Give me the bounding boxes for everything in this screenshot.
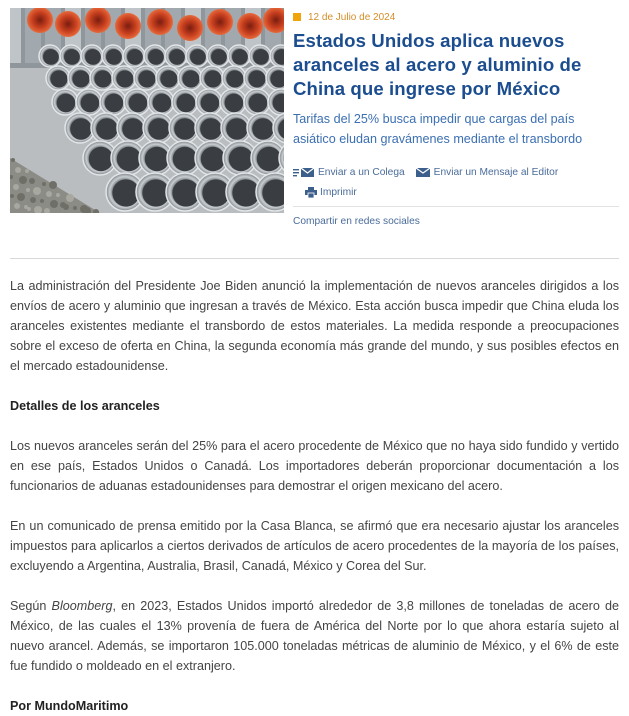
article-date: 12 de Julio de 2024	[308, 11, 396, 23]
print-label: Imprimir	[320, 187, 357, 198]
header-separator	[10, 258, 619, 259]
paragraph: La administración del Presidente Joe Biden anunció la implementación de nuevos aranceles dirigidos a los envíos de acero y aluminio que ingresan a través de México. Esta acción busca impedir que China eluda los aranceles existentes mediante el transbordo de estos materiales. La medida responde a preocupaciones sobre el exceso de oferta en China, la segunda economía más grande del mundo, y sus posibles efectos en el mercado estadounidense.	[10, 279, 619, 373]
paragraph: Los nuevos aranceles serán del 25% para el acero procedente de México que no haya sido fundido y vertido en ese país, Estados Unidos o Canadá. Los importadores deberán proporcionar documentación a los funcionarios de aduanas estadounidenses para demostrar el origen mexicano del acero.	[10, 439, 619, 493]
paragraph: En un comunicado de prensa emitido por la Casa Blanca, se afirmó que era necesario ajustar los aranceles impuestos para aplicarlos a ciertos derivados de artículos de acero procedentes de la mayoría de los países, excluyendo a Argentina, Australia, Brasil, Canadá, México y Corea del Sur.	[10, 519, 619, 573]
source-name: Bloomberg	[51, 599, 113, 613]
article-image	[10, 8, 284, 213]
paragraph	[10, 596, 619, 676]
envelope-icon	[415, 167, 431, 178]
print-link[interactable]	[305, 187, 357, 198]
send-to-colleague-link[interactable]	[293, 167, 405, 178]
text-span: Según	[10, 599, 52, 613]
send-to-editor-link[interactable]	[415, 167, 559, 178]
send-colleague-label: Enviar a un Colega	[318, 167, 405, 178]
send-editor-label: Enviar un Mensaje al Editor	[433, 167, 559, 178]
date-marker-icon	[293, 13, 301, 21]
byline: Por MundoMaritimo	[10, 699, 129, 713]
article-subtitle: Tarifas del 25% busca impedir que cargas del país asiático eludan gravámenes mediante el transbordo	[293, 112, 583, 146]
steel-pipes-photo	[10, 8, 284, 213]
send-colleague-icon	[293, 167, 315, 178]
actions-divider	[293, 206, 619, 207]
section-heading: Detalles de los aranceles	[10, 399, 160, 413]
share-social-link[interactable]: Compartir en redes sociales	[293, 216, 420, 227]
article-header	[293, 10, 619, 227]
date-row	[293, 10, 619, 24]
printer-icon	[305, 187, 317, 198]
article-actions	[293, 164, 619, 227]
article-body	[10, 276, 619, 716]
text-span: , en 2023, Estados Unidos importó alrededor de 3,8 millones de toneladas de acero de México, de las cuales el 13% provenía de fuera de América del Norte por lo que ahora estaría sujeto al nuevo arancel. Además, se importaron 105.000 toneladas métricas de aluminio de México, y el 6% de este fue fundido o moldeado en el extranjero.	[10, 599, 619, 673]
article-title: Estados Unidos aplica nuevos aranceles al acero y aluminio de China que ingrese por México	[293, 30, 582, 99]
